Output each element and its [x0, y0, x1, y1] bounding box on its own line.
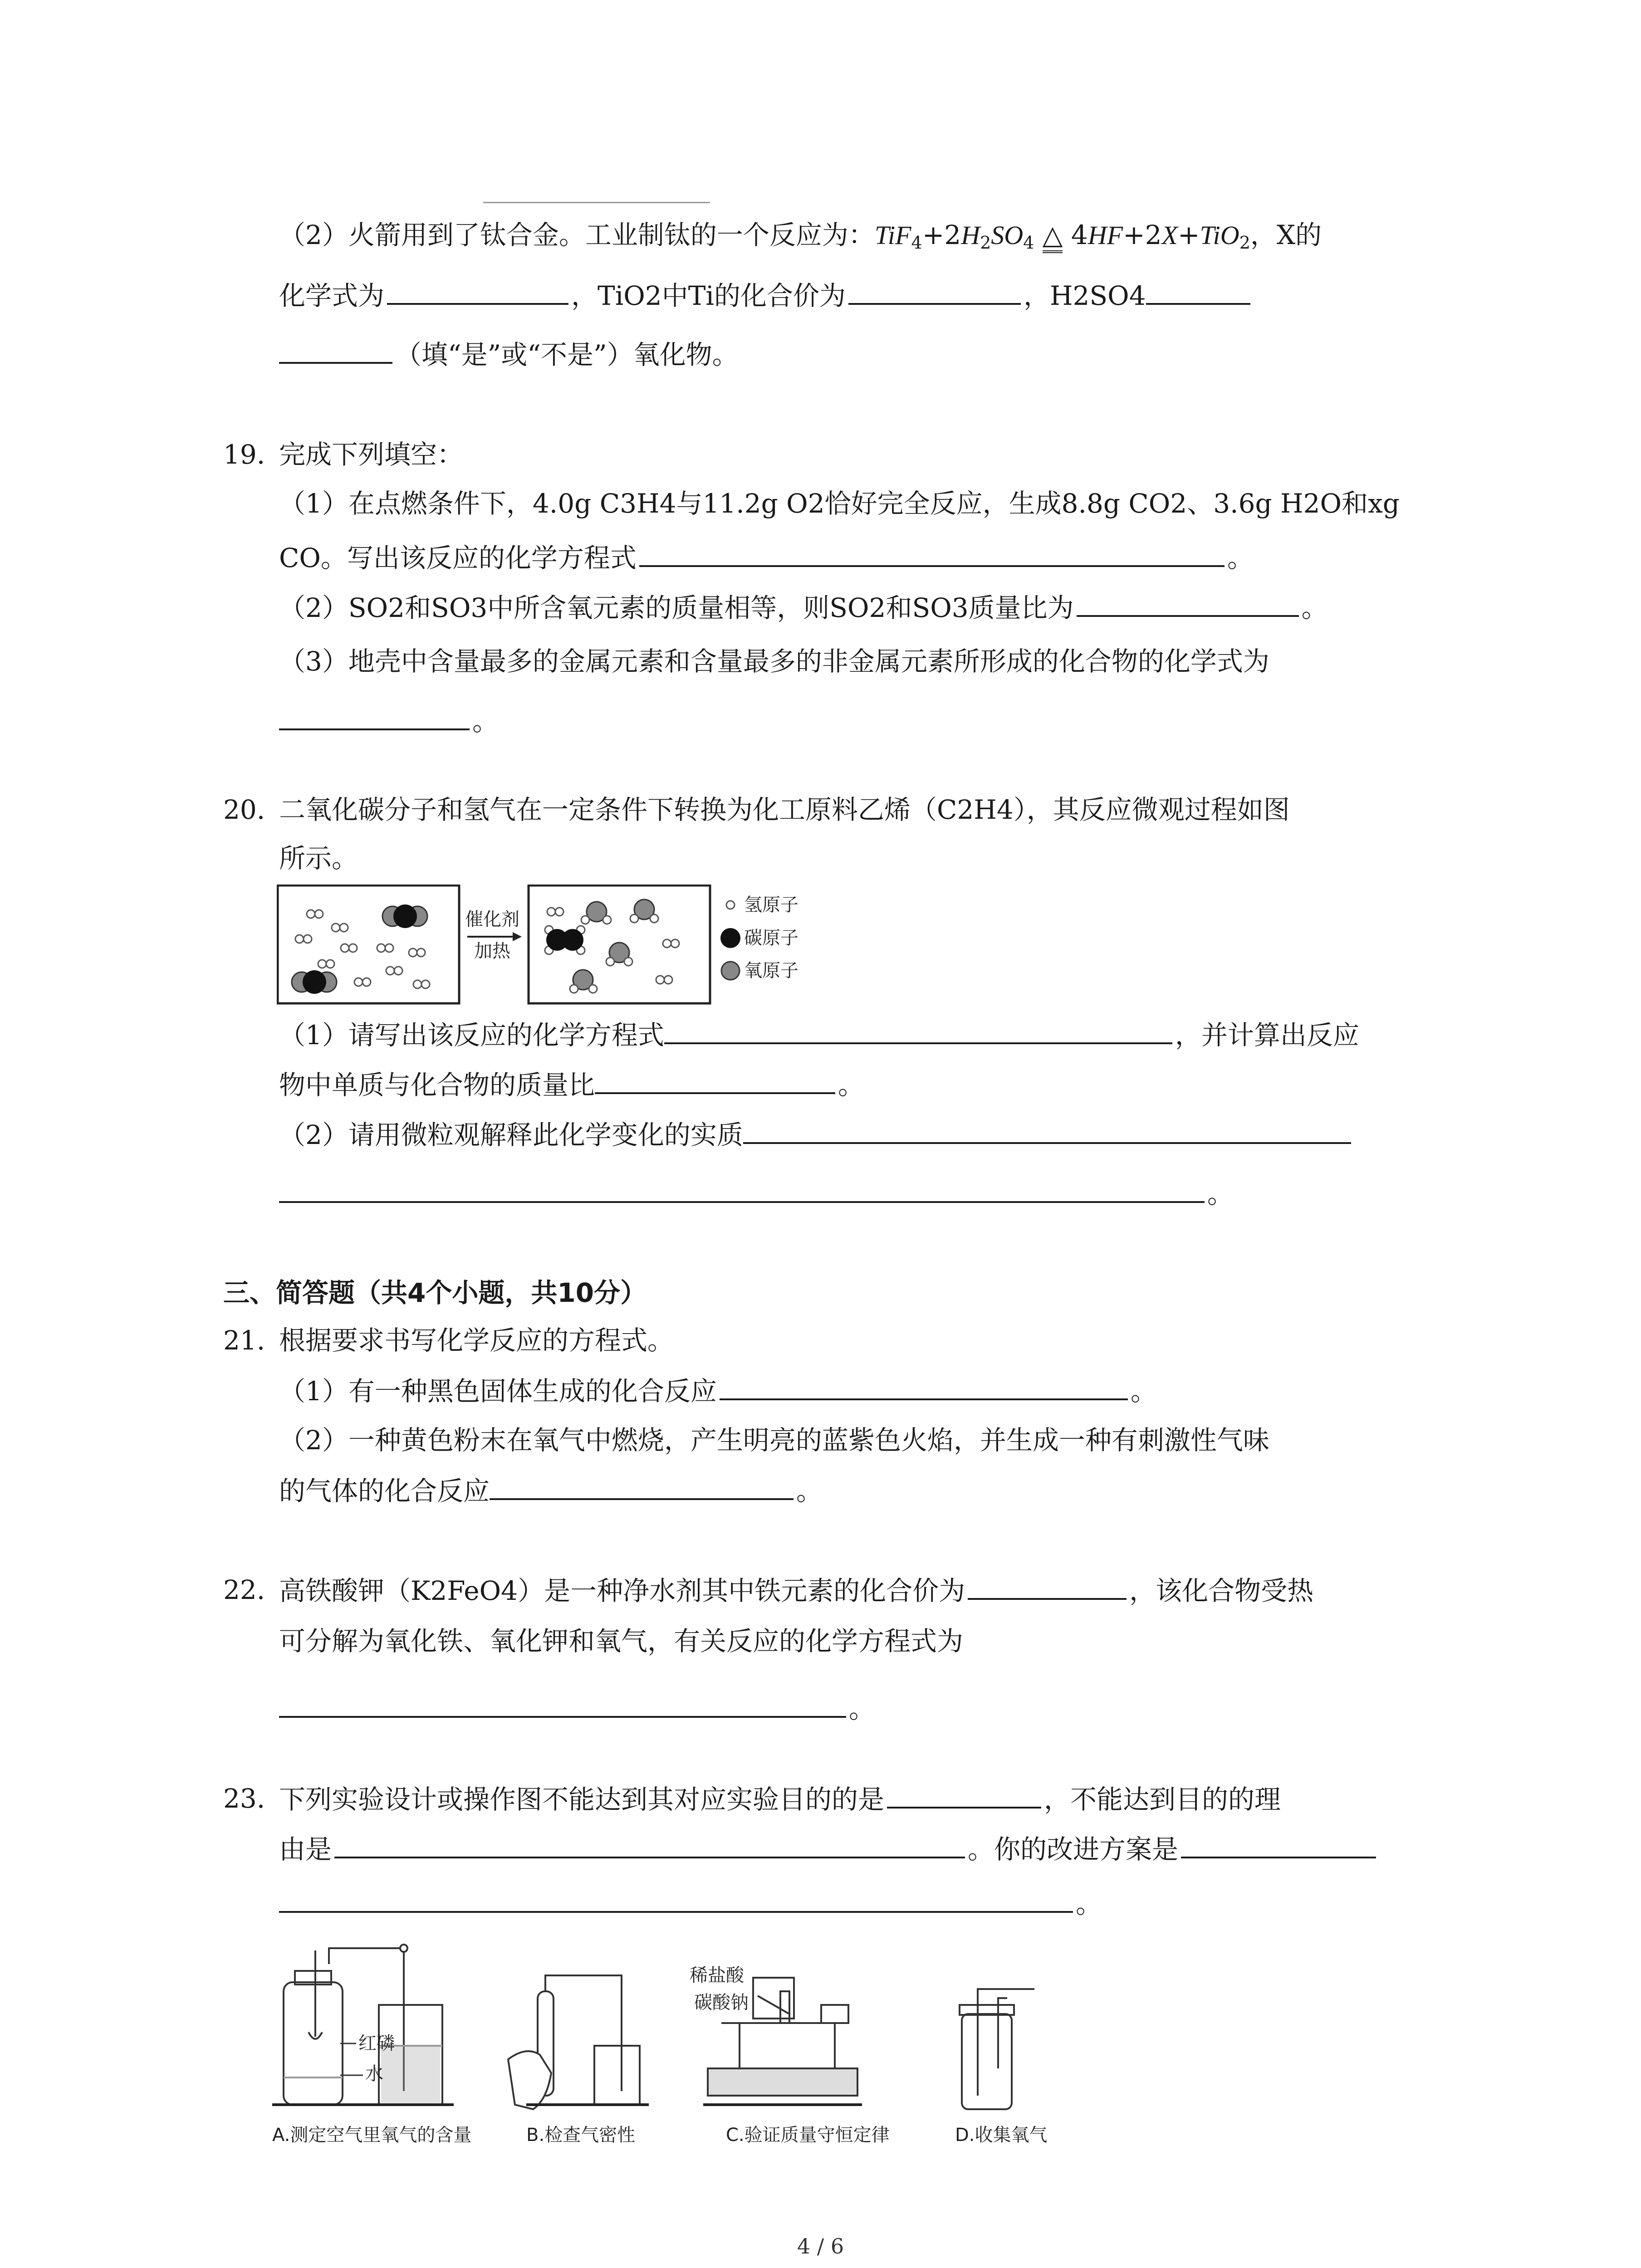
section-heading: 三、简答题（共4个小题，共10分）: [223, 1277, 647, 1308]
answer-blank[interactable]: [743, 1116, 1351, 1144]
q22-line2: 可分解为氧化铁、氧化钾和氧气，有关反应的化学方程式为: [279, 1626, 964, 1657]
answer-blank[interactable]: [1146, 277, 1250, 305]
answer-blank[interactable]: [639, 539, 1225, 567]
ethylene-molecule: [545, 926, 585, 954]
legend-carbon: 碳原子: [744, 928, 798, 948]
label-red-phosphorus: 红磷: [358, 2033, 395, 2054]
answer-blank[interactable]: [968, 1572, 1127, 1600]
answer-blank[interactable]: [387, 277, 568, 305]
q18-line1: （2）火箭用到了钛合金。工业制钛的一个反应为：$TiF_4+2H_2SO_4$ △ 4HF+2X+TiO$_2$，X的: [279, 220, 1322, 253]
q23-line3: 。: [279, 1885, 1102, 1922]
caption-d: D.收集氧气: [955, 2125, 1048, 2146]
q19-part3-line2: 。: [279, 702, 499, 739]
q23-line2: 由是 。你的改进方案是: [279, 1830, 1379, 1867]
answer-blank[interactable]: [848, 277, 1021, 305]
q19-part3: （3）地壳中含量最多的金属元素和含量最多的非金属元素所形成的化合物的化学式为: [279, 646, 1269, 677]
q20-line2: 所示。: [279, 843, 358, 874]
question-number: 21.: [223, 1325, 265, 1356]
carbon-legend-icon: [720, 928, 740, 948]
answer-blank[interactable]: [720, 1372, 1128, 1400]
answer-blank[interactable]: [887, 1780, 1041, 1809]
hydrogen-legend-icon: [726, 901, 735, 909]
water-molecule: [606, 943, 632, 966]
apparatus-b: [508, 1975, 649, 2109]
q20-part2-line2: 。: [279, 1175, 1234, 1212]
q21-part2: （2）一种黄色粉末在氧气中燃烧，产生明亮的蓝紫色火焰，并生成一种有刺激性气味: [279, 1425, 1269, 1456]
caption-a: A.测定空气里氧气的含量: [272, 2125, 472, 2146]
arrow-condition-top: 催化剂: [465, 909, 519, 930]
water-molecule: [630, 899, 658, 923]
label-water: 水: [365, 2063, 383, 2084]
legend-oxygen: 氧原子: [744, 960, 798, 981]
q20-part1-line2: 物中单质与化合物的质量比 。: [279, 1066, 864, 1103]
q23-line1: 下列实验设计或操作图不能达到其对应实验目的的是 ，不能达到目的的理: [279, 1780, 1281, 1818]
q19-part1: （1）在点燃条件下，4.0g C3H4与11.2g O2恰好完全反应，生成8.8g CO2、3.6g H2O和xg: [279, 488, 1400, 519]
apparatus-d: [960, 1989, 1034, 2109]
top-rule: [483, 202, 710, 203]
answer-blank[interactable]: [279, 702, 470, 730]
q21-intro: 根据要求书写化学反应的方程式。: [279, 1325, 674, 1356]
label-dilute-hcl: 稀盐酸: [690, 1965, 744, 1986]
q19-part2: （2）SO2和SO3中所含氧元素的质量相等，则SO2和SO3质量比为 。: [279, 589, 1328, 626]
q20-line1: 二氧化碳分子和氢气在一定条件下转换为化工原料乙烯（C2H4），其反应微观过程如图: [279, 794, 1290, 825]
label-sodium-carbonate: 碳酸钠: [694, 1992, 749, 2013]
answer-blank[interactable]: [490, 1472, 794, 1500]
water-molecule: [570, 970, 597, 993]
answer-blank[interactable]: [595, 1066, 835, 1094]
answer-blank[interactable]: [279, 1690, 846, 1718]
q18-equation: $TiF_4+2H_2SO_4$ △ 4HF+2X+TiO$_2$: [874, 220, 1250, 253]
q18-line3: （填“是”或“不是”）氧化物。: [279, 336, 739, 373]
answer-blank[interactable]: [1181, 1830, 1376, 1858]
co2-molecule: [292, 970, 337, 994]
legend-hydrogen: 氢原子: [744, 894, 798, 915]
arrow-condition-bottom: 加热: [474, 941, 510, 962]
question-number: 22.: [223, 1574, 265, 1605]
oxygen-legend-icon: [721, 962, 740, 980]
q19-intro: 完成下列填空：: [279, 439, 464, 470]
caption-c: C.验证质量守恒定律: [726, 2125, 890, 2146]
q21-part2-line2: 的气体的化合反应 。: [279, 1472, 823, 1509]
answer-blank[interactable]: [664, 1016, 1172, 1044]
question-number: 23.: [223, 1783, 265, 1814]
water-molecule: [581, 902, 611, 924]
q19-part1-line2: CO。写出该反应的化学方程式 。: [279, 539, 1254, 576]
reaction-microscopic-diagram: [277, 885, 876, 1012]
question-number: 19.: [223, 439, 265, 470]
q20-part1: （1）请写出该反应的化学方程式 ，并计算出反应: [279, 1016, 1359, 1053]
answer-blank[interactable]: [279, 1175, 1205, 1203]
co2-molecule: [382, 904, 427, 928]
q18-text: （2）火箭用到了钛合金。工业制钛的一个反应为：: [279, 220, 875, 250]
q20-part2: （2）请用微粒观解释此化学变化的实质: [279, 1116, 1354, 1153]
caption-b: B.检查气密性: [526, 2125, 636, 2146]
page-number: 4 / 6: [797, 2234, 844, 2258]
answer-blank[interactable]: [334, 1830, 965, 1858]
answer-blank[interactable]: [1077, 589, 1299, 617]
answer-blank[interactable]: [279, 336, 392, 364]
answer-blank[interactable]: [279, 1885, 1073, 1913]
experiment-apparatus-figure: [272, 1941, 1089, 2150]
q18-line2: 化学式为 ，TiO2中Ti的化合价为 ，H2SO4: [279, 277, 1253, 314]
question-number: 20.: [223, 794, 265, 825]
q22-line1: 高铁酸钾（K2FeO4）是一种净水剂其中铁元素的化合价为 ，该化合物受热: [279, 1572, 1313, 1609]
q21-part1: （1）有一种黑色固体生成的化合反应 。: [279, 1372, 1157, 1409]
q22-line3: 。: [279, 1690, 875, 1727]
